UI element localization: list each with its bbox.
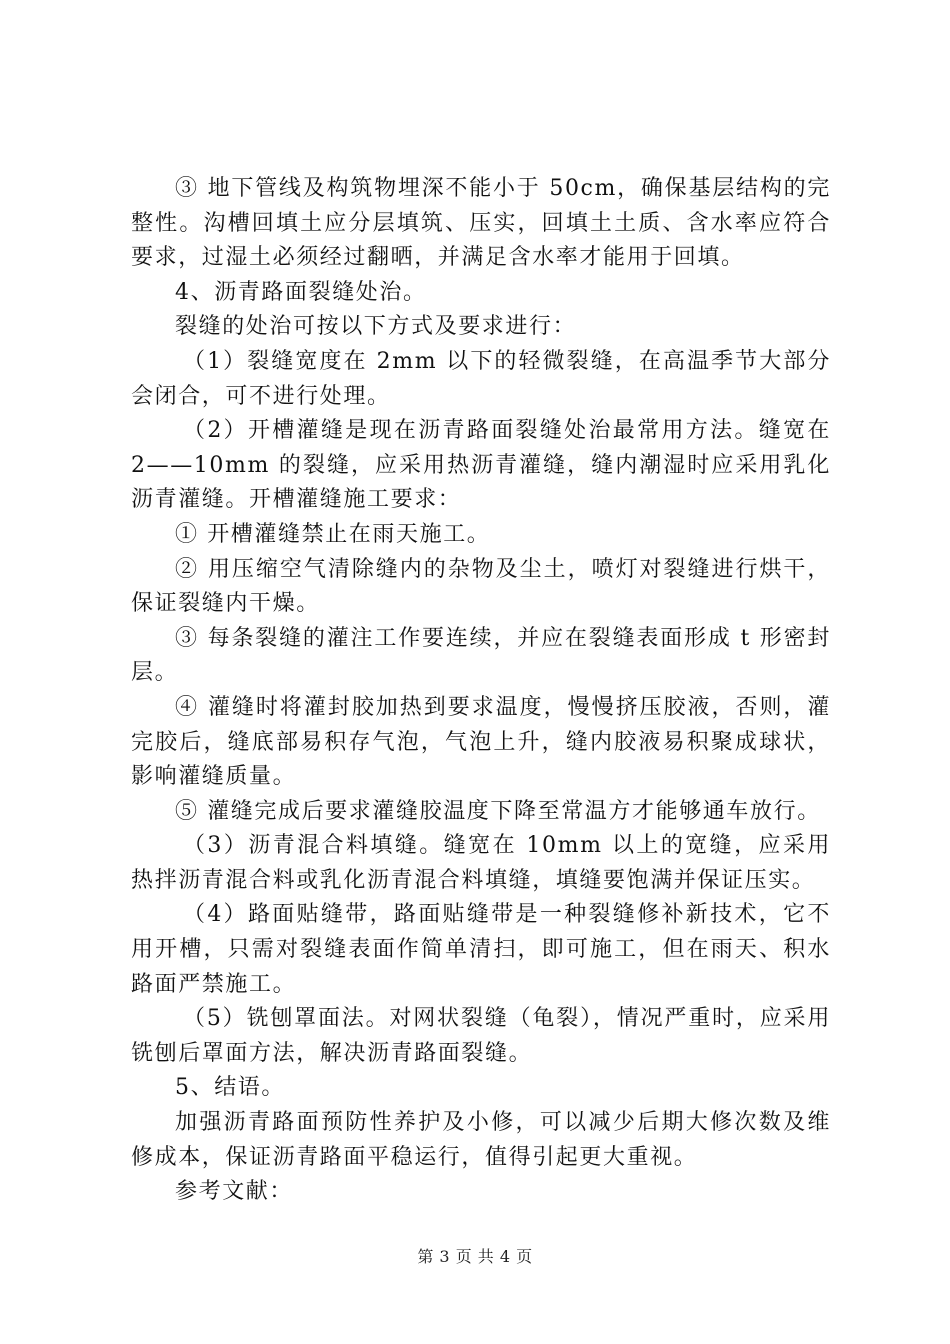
paragraph-step-3: ③ 每条裂缝的灌注工作要连续，并应在裂缝表面形成 t 形密封层。 <box>131 625 831 686</box>
heading-crack-treatment: 4、沥青路面裂缝处治。 <box>175 279 427 305</box>
paragraph-item-4: （4）路面贴缝带，路面贴缝带是一种裂缝修补新技术，它不用开槽，只需对裂缝表面作简单清扫，即可施工，但在雨天、积水路面严禁施工。 <box>131 902 831 997</box>
paragraph-conclusion: 加强沥青路面预防性养护及小修，可以减少后期大修次数及维修成本，保证沥青路面平稳运行，值得引起更大重视。 <box>131 1110 831 1170</box>
paragraph-pipeline-depth: ③ 地下管线及构筑物埋深不能小于 50cm，确保基层结构的完整性。沟槽回填土应分层填筑、压实，回填土土质、含水率应符合要求，过湿土必须经过翻晒，并满足含水率才能用于回填。 <box>131 176 831 271</box>
paragraph-item-3: （3）沥青混合料填缝。缝宽在 10mm 以上的宽缝，应采用热拌沥青混合料或乳化沥青混合料填缝，填缝要饱满并保证压实。 <box>131 833 831 893</box>
heading-conclusion: 5、结语。 <box>175 1075 285 1101</box>
paragraph-item-2: （2）开槽灌缝是现在沥青路面裂缝处治最常用方法。缝宽在 2——10mm 的裂缝，应采用热沥青灌缝，缝内潮湿时应采用乳化沥青灌缝。开槽灌缝施工要求： <box>131 418 831 513</box>
paragraph-step-5: ⑤ 灌缝完成后要求灌缝胶温度下降至常温方才能够通车放行。 <box>175 798 821 824</box>
paragraph-step-2: ② 用压缩空气清除缝内的杂物及尘土，喷灯对裂缝进行烘干，保证裂缝内干燥。 <box>131 556 831 617</box>
paragraph-step-4: ④ 灌缝时将灌封胶加热到要求温度，慢慢挤压胶液，否则，灌完胶后，缝底部易积存气泡，气泡上升，缝内胶液易积聚成球状，影响灌缝质量。 <box>131 694 831 790</box>
paragraph-step-1: ① 开槽灌缝禁止在雨天施工。 <box>175 521 491 547</box>
paragraph-treatment-intro: 裂缝的处治可按以下方式及要求进行： <box>175 314 577 340</box>
paragraph-item-5: （5）铣刨罩面法。对网状裂缝（龟裂），情况严重时，应采用铣刨后罩面方法，解决沥青路面裂缝。 <box>131 1006 831 1066</box>
document-body <box>131 172 831 1210</box>
paragraph-item-1: （1）裂缝宽度在 2mm 以下的轻微裂缝，在高温季节大部分会闭合，可不进行处理。 <box>131 348 831 409</box>
page-footer: 第 3 页 共 4 页 <box>417 1247 533 1266</box>
heading-references: 参考文献： <box>175 1179 294 1205</box>
